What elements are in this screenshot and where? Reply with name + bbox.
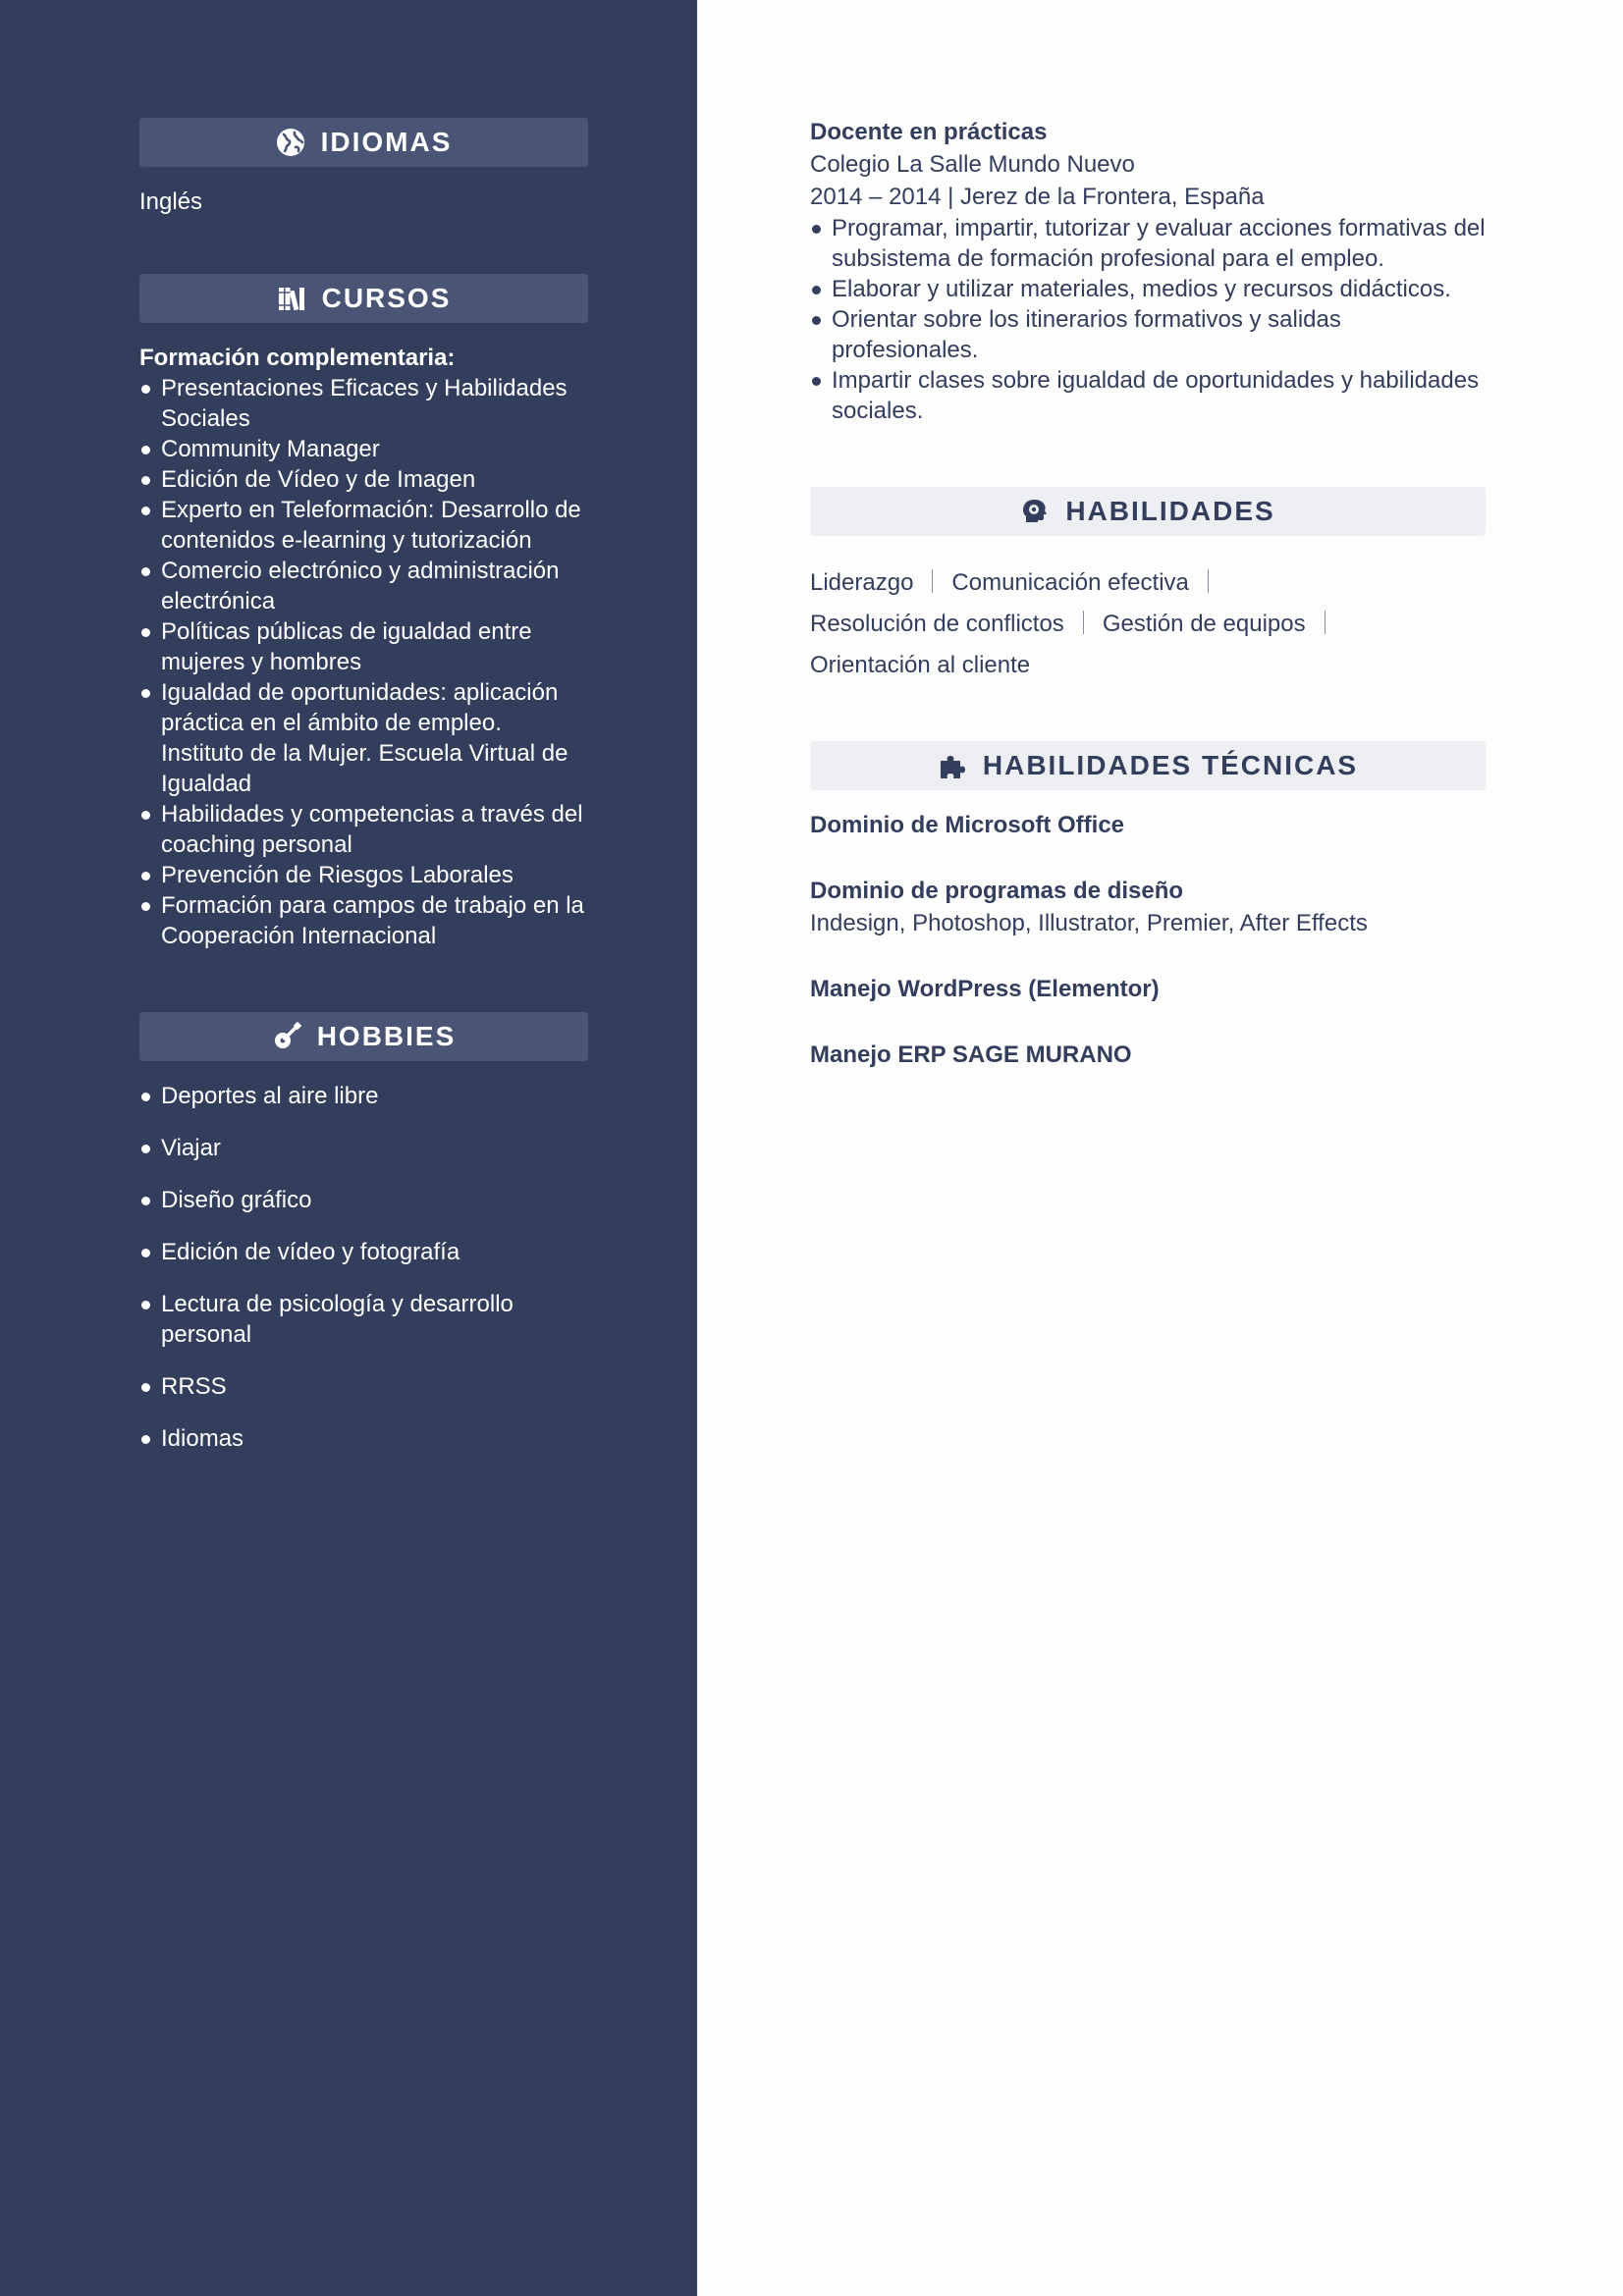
course-item: Igualdad de oportunidades: aplicación práctica en el ámbito de empleo. Instituto de la Mujer. Escuela Virtual de Igualdad [139, 677, 588, 799]
hobby-item: Viajar [139, 1133, 588, 1163]
course-item: Prevención de Riesgos Laborales [139, 860, 588, 890]
skill-item [1103, 604, 1344, 645]
skill-separator [932, 569, 933, 593]
job-task-item: Elaborar y utilizar materiales, medios y recursos didácticos. [810, 274, 1486, 304]
job-company: Colegio La Salle Mundo Nuevo [810, 151, 1135, 178]
skill-separator [1083, 611, 1084, 634]
tech-skill-item [810, 1039, 1486, 1071]
guitar-icon [272, 1022, 301, 1051]
globe-icon [276, 128, 305, 157]
tech-skill-title: Dominio de Microsoft Office [810, 812, 1125, 838]
skill-label: Gestión de equipos [1102, 611, 1306, 637]
books-icon [277, 284, 306, 313]
skill-separator [1208, 569, 1209, 593]
course-item: Formación para campos de trabajo en la Cooperación Internacional [139, 890, 588, 951]
cursos-header [139, 274, 588, 323]
habilidades-header [810, 487, 1486, 536]
hobby-item: Lectura de psicología y desarrollo personal [139, 1289, 588, 1350]
tech-skill-item [810, 973, 1486, 1005]
course-item: Comercio electrónico y administración electrónica [139, 556, 588, 616]
course-item: Habilidades y competencias a través del coaching personal [139, 799, 588, 860]
skill-item [951, 562, 1226, 604]
hobby-item: RRSS [139, 1371, 588, 1402]
main-column [697, 0, 1623, 2296]
job-task-item: Impartir clases sobre igualdad de oportunidades y habilidades sociales. [810, 365, 1486, 426]
course-item: Políticas públicas de igualdad entre mujeres y hombres [139, 616, 588, 677]
skill-label: Comunicación efectiva [951, 569, 1189, 596]
job-task-item: Orientar sobre los itinerarios formativos y salidas profesionales. [810, 304, 1486, 365]
hobby-item: Deportes al aire libre [139, 1081, 588, 1111]
skill-item [810, 562, 951, 604]
skill-item [810, 645, 1030, 686]
tech-skill-title: Manejo WordPress (Elementor) [810, 976, 1160, 1002]
language-item: Inglés [139, 188, 203, 215]
skills-list [810, 562, 1438, 686]
tech-skill-title: Manejo ERP SAGE MURANO [810, 1041, 1132, 1068]
course-item: Presentaciones Eficaces y Habilidades Sociales [139, 373, 588, 434]
hobby-item: Idiomas [139, 1423, 588, 1454]
tech-skill-title: Dominio de programas de diseño [810, 878, 1184, 904]
job-tasks [810, 213, 1486, 426]
habilidades-title: HABILIDADES [1065, 496, 1275, 526]
tech-skill-item [810, 875, 1486, 939]
hobbies-header [139, 1012, 588, 1061]
course-item: Experto en Teleformación: Desarrollo de contenidos e-learning y tutorización [139, 495, 588, 556]
hobby-item: Edición de vídeo y fotografía [139, 1237, 588, 1267]
tecnicas-title: HABILIDADES TÉCNICAS [982, 750, 1359, 780]
skill-label: Resolución de conflictos [810, 611, 1064, 637]
sidebar [0, 0, 697, 2296]
hobby-item: Diseño gráfico [139, 1185, 588, 1215]
skill-label: Orientación al cliente [810, 652, 1031, 678]
hobbies-title: HOBBIES [316, 1021, 457, 1051]
course-item: Community Manager [139, 434, 588, 464]
job-title: Docente en prácticas [810, 119, 1048, 145]
puzzle-icon [938, 751, 967, 780]
skill-item [810, 604, 1103, 645]
tech-skill-item [810, 809, 1486, 841]
hobbies-list [139, 1081, 588, 1454]
idiomas-list [139, 187, 588, 217]
head-gear-icon [1020, 497, 1050, 526]
tech-skill-detail: Indesign, Photoshop, Illustrator, Premier, After Effects [810, 910, 1368, 936]
tech-list [810, 809, 1486, 1071]
job-dates-location: 2014 – 2014 | Jerez de la Frontera, España [810, 184, 1265, 210]
course-item: Edición de Vídeo y de Imagen [139, 464, 588, 495]
tecnicas-header [810, 741, 1486, 790]
cursos-subtitle: Formación complementaria: [139, 345, 456, 371]
job-task-item: Programar, impartir, tutorizar y evaluar acciones formativas del subsistema de formación profesional para el empleo. [810, 213, 1486, 274]
cursos-title: CURSOS [321, 283, 452, 313]
idiomas-title: IDIOMAS [320, 127, 453, 157]
cursos-list [139, 373, 588, 951]
idiomas-header [139, 118, 588, 167]
skill-label: Liderazgo [810, 569, 914, 596]
